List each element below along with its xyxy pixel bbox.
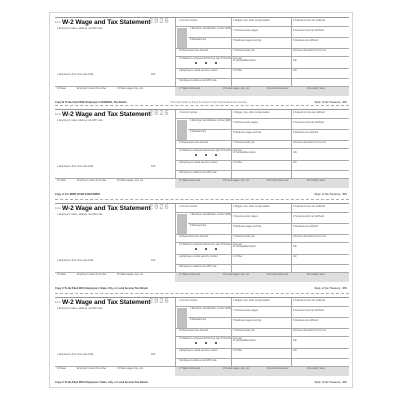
shade-block bbox=[177, 120, 187, 140]
retirement-checkbox[interactable] bbox=[205, 154, 207, 156]
box11-label: 11 Nonqualified plans bbox=[233, 245, 256, 248]
form-copy-1 bbox=[55, 17, 349, 103]
box11-label: 11 Nonqualified plans bbox=[233, 151, 256, 154]
box12c-label: 12c bbox=[293, 161, 297, 164]
box14-label: 14 Other bbox=[233, 255, 243, 258]
form-year: 2026 bbox=[149, 18, 170, 26]
field-a-label: a Employee's social security number bbox=[179, 69, 218, 72]
box20-label: 20 Locality name bbox=[307, 273, 326, 276]
form-year: 2026 bbox=[149, 298, 170, 306]
field-e-label: e Employee's first name and initial bbox=[57, 165, 94, 168]
box7-label: 7 Social security tips bbox=[233, 329, 255, 332]
field-box10-label: 10 Dependent care benefits bbox=[179, 235, 209, 238]
box12a-label: 12a See instructions for box 12 bbox=[293, 49, 326, 52]
box15-label: 15 State bbox=[57, 367, 66, 370]
sick-pay-checkbox[interactable] bbox=[215, 154, 217, 156]
form-prefix: Form bbox=[55, 21, 62, 24]
form-title: W-2 Wage and Tax Statement bbox=[62, 111, 151, 118]
field-box13-label: 13 Statutory employee Retirement plan Third-party sick pay bbox=[179, 57, 242, 60]
box12a-label: 12a See instructions for box 12 bbox=[293, 235, 326, 238]
box5-label: 5 Medicare wages and tips bbox=[233, 225, 262, 228]
field-suff-label: Suff. bbox=[151, 73, 156, 76]
box17-label: 17 State income tax bbox=[179, 179, 201, 182]
box5-label: 5 Medicare wages and tips bbox=[233, 319, 262, 322]
box6-label: 6 Medicare tax withheld bbox=[293, 225, 319, 228]
box12b-label: 12b bbox=[293, 59, 297, 62]
field-c-label: c Employer's name, address, and ZIP code bbox=[57, 27, 103, 30]
form-year: 2026 bbox=[149, 110, 170, 118]
field-box10-label: 10 Dependent care benefits bbox=[179, 141, 209, 144]
box14-label: 14 Other bbox=[233, 161, 243, 164]
box16-label: 16 State wages, tips, etc. bbox=[117, 273, 144, 276]
box12b-label: 12b bbox=[293, 151, 297, 154]
box5-label: 5 Medicare wages and tips bbox=[233, 131, 262, 134]
w2-form-sheet bbox=[49, 12, 353, 388]
field-b-label: b Employer identification number (EIN) bbox=[190, 119, 232, 122]
field-f-label: f Employee's address and ZIP code bbox=[179, 359, 217, 362]
box1-label: 1 Wages, tips, other compensation bbox=[233, 299, 270, 302]
box14-label: 14 Other bbox=[233, 349, 243, 352]
box1-label: 1 Wages, tips, other compensation bbox=[233, 111, 270, 114]
field-suff-label: Suff. bbox=[151, 353, 156, 356]
field-suff-label: Suff. bbox=[151, 165, 156, 168]
box3-label: 3 Social security wages bbox=[233, 121, 258, 124]
box16-label: 16 State wages, tips, etc. bbox=[117, 87, 144, 90]
box15-label: 15 State bbox=[57, 273, 66, 276]
box14-label: 14 Other bbox=[233, 69, 243, 72]
box3-label: 3 Social security wages bbox=[233, 29, 258, 32]
field-box8-label: 8 Allocated tips bbox=[190, 38, 207, 41]
box6-label: 6 Medicare tax withheld bbox=[293, 319, 319, 322]
form-prefix: Form bbox=[55, 113, 62, 116]
shade-block bbox=[177, 214, 187, 234]
box2-label: 2 Federal income tax withheld bbox=[293, 111, 325, 114]
box12b-label: 12b bbox=[293, 339, 297, 342]
box15b-label: Employer's state ID number bbox=[77, 87, 107, 90]
box5-label: 5 Medicare wages and tips bbox=[233, 39, 262, 42]
field-d-label: d Control number bbox=[179, 19, 198, 22]
field-box13-label: 13 Statutory employee Retirement plan Third-party sick pay bbox=[179, 337, 242, 340]
box20-label: 20 Locality name bbox=[307, 367, 326, 370]
copy-footer-left: Copy 2 To Be Filed With Employee's State, City, or Local Income Tax Return bbox=[55, 287, 149, 290]
box12c-label: 12c bbox=[293, 255, 297, 258]
sick-pay-checkbox[interactable] bbox=[215, 342, 217, 344]
box2-label: 2 Federal income tax withheld bbox=[293, 299, 325, 302]
copy-footer-right: Dept. of the Treasury - IRS bbox=[314, 193, 347, 196]
box12c-label: 12c bbox=[293, 349, 297, 352]
statutory-checkbox[interactable] bbox=[195, 62, 197, 64]
box6-label: 6 Medicare tax withheld bbox=[293, 39, 319, 42]
box15-label: 15 State bbox=[57, 179, 66, 182]
field-d-label: d Control number bbox=[179, 299, 198, 302]
form-copy-4 bbox=[55, 297, 349, 383]
field-f-label: f Employee's address and ZIP code bbox=[179, 171, 217, 174]
field-b-label: b Employer identification number (EIN) bbox=[190, 27, 232, 30]
field-f-label: f Employee's address and ZIP code bbox=[179, 265, 217, 268]
box18-label: 18 Local wages, tips, etc. bbox=[223, 179, 250, 182]
field-a-label: a Employee's social security number bbox=[179, 349, 218, 352]
box7-label: 7 Social security tips bbox=[233, 49, 255, 52]
box3-label: 3 Social security wages bbox=[233, 309, 258, 312]
form-copy-3 bbox=[55, 203, 349, 289]
box1-label: 1 Wages, tips, other compensation bbox=[233, 205, 270, 208]
copy-footer-left: Copy 2 To Be Filed With Employee's State, City, or Local Income Tax Return bbox=[55, 381, 149, 384]
box4-label: 4 Social security tax withheld bbox=[293, 215, 324, 218]
form-year: 2026 bbox=[149, 204, 170, 212]
box19-label: 19 Local income tax bbox=[267, 179, 289, 182]
form-title: W-2 Wage and Tax Statement bbox=[62, 19, 151, 26]
box15b-label: Employer's state ID number bbox=[77, 273, 107, 276]
field-e-label: e Employee's first name and initial bbox=[57, 353, 94, 356]
box20-label: 20 Locality name bbox=[307, 87, 326, 90]
field-e-label: e Employee's first name and initial bbox=[57, 73, 94, 76]
box2-label: 2 Federal income tax withheld bbox=[293, 19, 325, 22]
box16-label: 16 State wages, tips, etc. bbox=[117, 179, 144, 182]
box15-label: 15 State bbox=[57, 87, 66, 90]
box17-label: 17 State income tax bbox=[179, 87, 201, 90]
box18-label: 18 Local wages, tips, etc. bbox=[223, 273, 250, 276]
box19-label: 19 Local income tax bbox=[267, 367, 289, 370]
field-box8-label: 8 Allocated tips bbox=[190, 224, 207, 227]
field-e-label: e Employee's first name and initial bbox=[57, 259, 94, 262]
box7-label: 7 Social security tips bbox=[233, 141, 255, 144]
box19-label: 19 Local income tax bbox=[267, 87, 289, 90]
sick-pay-checkbox[interactable] bbox=[215, 248, 217, 250]
form-title: W-2 Wage and Tax Statement bbox=[62, 205, 151, 212]
box12c-label: 12c bbox=[293, 69, 297, 72]
shade-block bbox=[177, 308, 187, 328]
field-box10-label: 10 Dependent care benefits bbox=[179, 329, 209, 332]
field-c-label: c Employer's name, address, and ZIP code bbox=[57, 307, 103, 310]
field-b-label: b Employer identification number (EIN) bbox=[190, 213, 232, 216]
box19-label: 19 Local income tax bbox=[267, 273, 289, 276]
box4-label: 4 Social security tax withheld bbox=[293, 29, 324, 32]
field-f-label: f Employee's address and ZIP code bbox=[179, 79, 217, 82]
field-b-label: b Employer identification number (EIN) bbox=[190, 307, 232, 310]
field-box10-label: 10 Dependent care benefits bbox=[179, 49, 209, 52]
box1-label: 1 Wages, tips, other compensation bbox=[233, 19, 270, 22]
box2-label: 2 Federal income tax withheld bbox=[293, 205, 325, 208]
field-a-label: a Employee's social security number bbox=[179, 255, 218, 258]
copy-footer-right: Dept. of the Treasury - IRS bbox=[314, 101, 347, 104]
box17-label: 17 State income tax bbox=[179, 367, 201, 370]
box4-label: 4 Social security tax withheld bbox=[293, 121, 324, 124]
field-c-label: c Employer's name, address, and ZIP code bbox=[57, 213, 103, 216]
box3-label: 3 Social security wages bbox=[233, 215, 258, 218]
box11-label: 11 Nonqualified plans bbox=[233, 339, 256, 342]
retirement-checkbox[interactable] bbox=[205, 62, 207, 64]
box18-label: 18 Local wages, tips, etc. bbox=[223, 367, 250, 370]
copy-footer-left: Copy B To Be Filed With Employee's FEDERAL Tax Return bbox=[55, 101, 127, 104]
field-box13-label: 13 Statutory employee Retirement plan Third-party sick pay bbox=[179, 149, 242, 152]
box15b-label: Employer's state ID number bbox=[77, 367, 107, 370]
field-c-label: c Employer's name, address, and ZIP code bbox=[57, 119, 103, 122]
retirement-checkbox[interactable] bbox=[205, 248, 207, 250]
retirement-checkbox[interactable] bbox=[205, 342, 207, 344]
field-box13-label: 13 Statutory employee Retirement plan Third-party sick pay bbox=[179, 243, 242, 246]
statutory-checkbox[interactable] bbox=[195, 248, 197, 250]
field-d-label: d Control number bbox=[179, 205, 198, 208]
statutory-checkbox[interactable] bbox=[195, 154, 197, 156]
form-prefix: Form bbox=[55, 301, 62, 304]
box6-label: 6 Medicare tax withheld bbox=[293, 131, 319, 134]
field-a-label: a Employee's social security number bbox=[179, 161, 218, 164]
form-title: W-2 Wage and Tax Statement bbox=[62, 299, 151, 306]
box20-label: 20 Locality name bbox=[307, 179, 326, 182]
box16-label: 16 State wages, tips, etc. bbox=[117, 367, 144, 370]
field-box8-label: 8 Allocated tips bbox=[190, 318, 207, 321]
box12a-label: 12a See instructions for box 12 bbox=[293, 141, 326, 144]
sick-pay-checkbox[interactable] bbox=[215, 62, 217, 64]
field-d-label: d Control number bbox=[179, 111, 198, 114]
box15b-label: Employer's state ID number bbox=[77, 179, 107, 182]
field-suff-label: Suff. bbox=[151, 259, 156, 262]
box12a-label: 12a See instructions for box 12 bbox=[293, 329, 326, 332]
copy-footer-right: Dept. of the Treasury - IRS bbox=[314, 287, 347, 290]
box18-label: 18 Local wages, tips, etc. bbox=[223, 87, 250, 90]
form-copy-2 bbox=[55, 109, 349, 195]
shade-block bbox=[177, 28, 187, 48]
box11-label: 11 Nonqualified plans bbox=[233, 59, 256, 62]
copy-footer-mid: This information is being furnished to the Internal Revenue Service. bbox=[170, 101, 248, 104]
box7-label: 7 Social security tips bbox=[233, 235, 255, 238]
form-prefix: Form bbox=[55, 207, 62, 210]
box17-label: 17 State income tax bbox=[179, 273, 201, 276]
copy-footer-left: Copy C For EMPLOYEE'S RECORDS bbox=[55, 193, 101, 196]
copy-footer-right: Dept. of the Treasury - IRS bbox=[314, 381, 347, 384]
box4-label: 4 Social security tax withheld bbox=[293, 309, 324, 312]
field-box8-label: 8 Allocated tips bbox=[190, 130, 207, 133]
box12b-label: 12b bbox=[293, 245, 297, 248]
statutory-checkbox[interactable] bbox=[195, 342, 197, 344]
